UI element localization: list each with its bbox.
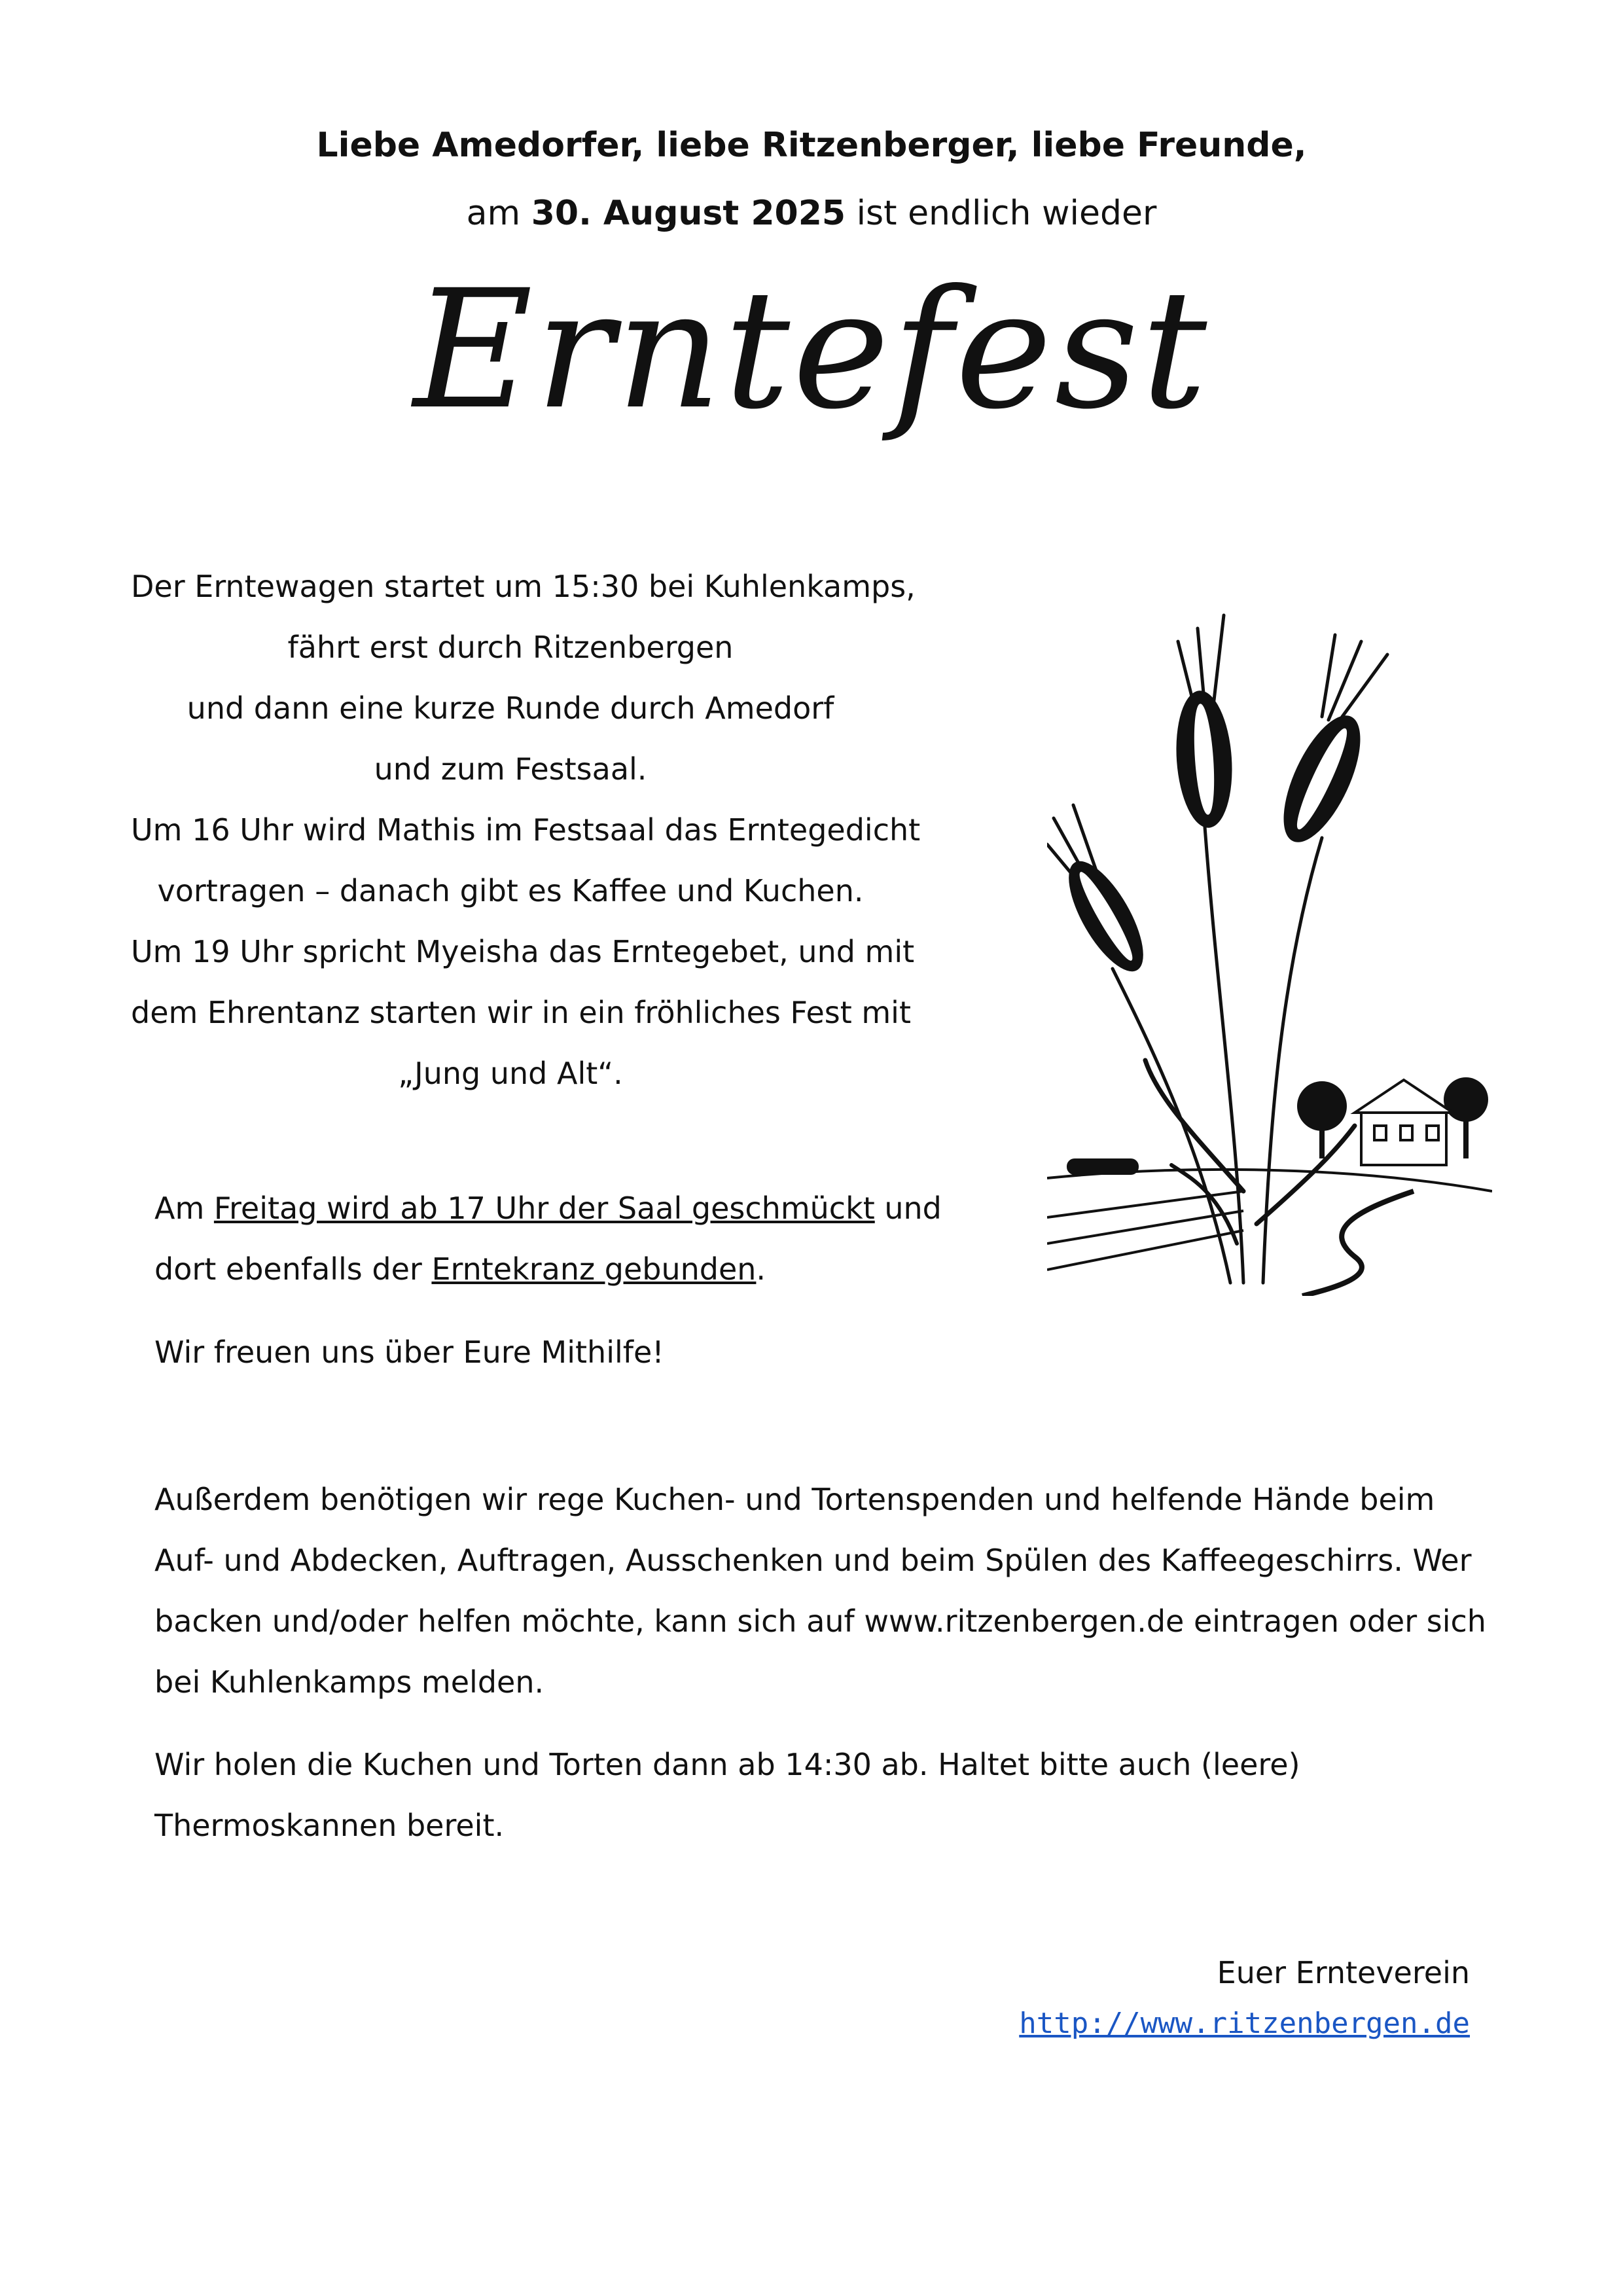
pickup-paragraph: Wir holen die Kuchen und Torten dann ab 14:30 ab. Haltet bitte auch (leere) Thermoskannen bereit. xyxy=(154,1747,1300,1843)
schedule-line: Um 19 Uhr spricht Myeisha das Erntegebet, und mit xyxy=(131,934,915,969)
schedule-line: und zum Festsaal. xyxy=(374,751,647,787)
schedule-line: fährt erst durch Ritzenbergen xyxy=(287,630,734,665)
donations-paragraph: Außerdem benötigen wir rege Kuchen- und Tortenspenden und helfende Hände beim Auf- und Abdecken, Auftragen, Ausschenken und beim Spülen des Kaffeegeschirrs. Wer backen und/oder helfen möchte, kann sich auf www.ritzenbergen.de eintragen oder sich bei Kuhlenkamps melden. xyxy=(154,1482,1486,1700)
date-line xyxy=(0,194,1623,233)
friday-decoration-note: Freitag wird ab 17 Uhr der Saal geschmückt xyxy=(213,1191,875,1226)
page-title: Erntefest xyxy=(413,255,1210,445)
harvest-wreath-note: Erntekranz gebunden xyxy=(431,1251,757,1287)
thanks-text: Wir freuen uns über Eure Mithilfe! xyxy=(154,1335,664,1370)
friday-paragraph xyxy=(154,1178,1005,1300)
schedule-line: Um 16 Uhr wird Mathis im Festsaal das Erntegedicht xyxy=(131,812,921,848)
friday-text: und dort ebenfalls der xyxy=(154,1191,942,1287)
greeting: Liebe Amedorfer, liebe Ritzenberger, liebe Freunde, xyxy=(316,126,1307,165)
friday-text: . xyxy=(756,1251,766,1287)
date-prefix: am xyxy=(466,194,521,233)
website-link[interactable]: http://www.ritzenbergen.de xyxy=(1019,2007,1470,2040)
sender-name: Euer Ernteverein xyxy=(1217,1955,1470,1990)
schedule-line: „Jung und Alt“. xyxy=(398,1056,623,1091)
date-suffix: ist endlich wieder xyxy=(856,194,1157,233)
friday-text: Am xyxy=(154,1191,214,1226)
schedule-line: Der Erntewagen startet um 15:30 bei Kuhlenkamps, xyxy=(131,569,916,604)
schedule-line: vortragen – danach gibt es Kaffee und Kuchen. xyxy=(157,873,864,908)
signature xyxy=(1019,1947,1470,2049)
schedule-line: dem Ehrentanz starten wir in ein fröhliches Fest mit xyxy=(131,995,912,1030)
event-date: 30. August 2025 xyxy=(531,194,846,233)
schedule-line: und dann eine kurze Runde durch Amedorf xyxy=(187,691,834,726)
schedule-text xyxy=(131,556,921,1104)
wheat-illustration xyxy=(1047,602,1492,1296)
